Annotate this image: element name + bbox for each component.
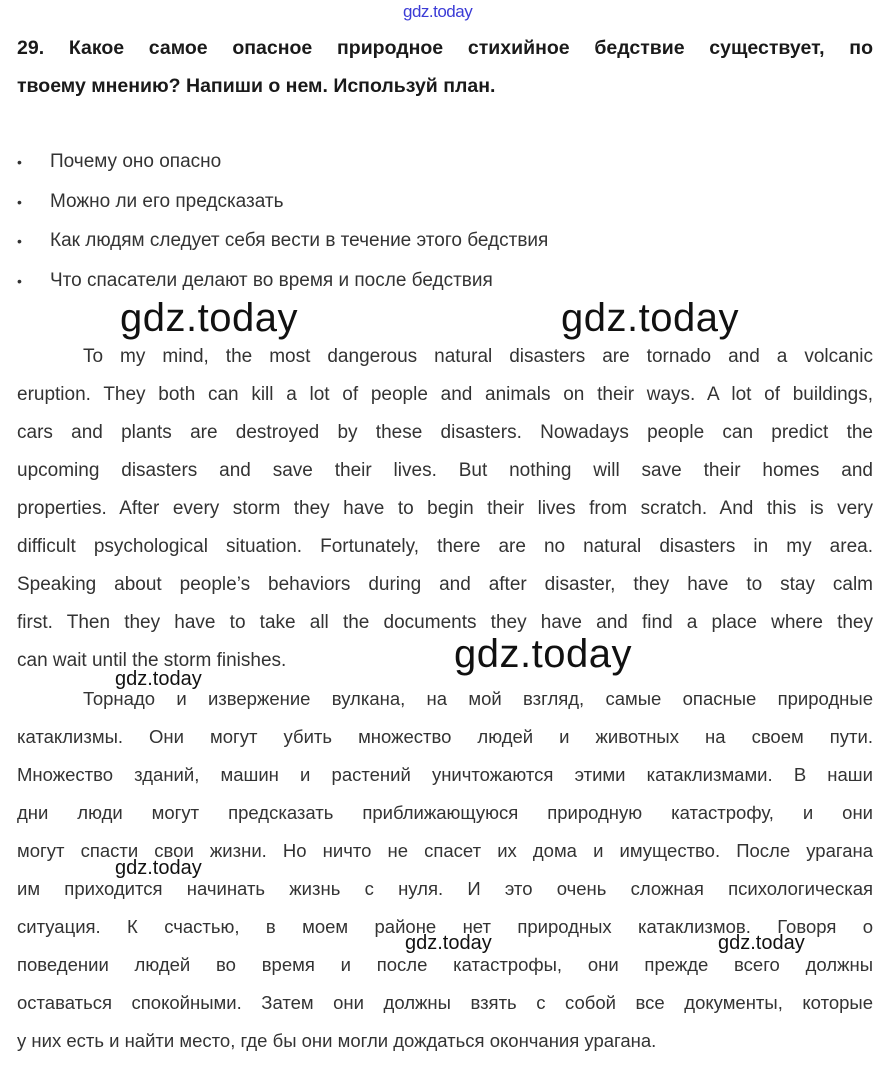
watermark: gdz.today	[120, 296, 298, 340]
title-line: твоему мнению? Напиши о нем. Используй план.	[17, 75, 496, 97]
watermark: gdz.today	[718, 932, 805, 954]
watermark: gdz.today	[454, 632, 632, 676]
plan-list	[17, 148, 873, 306]
plan-item	[17, 188, 873, 228]
paragraph-line: cars and plants are destroyed by these disasters. Nowadays people can predict the	[17, 422, 873, 443]
paragraph-line: first. Then they have to take all the documents they have and find a place where they	[17, 612, 873, 633]
paragraph-line: can wait until the storm finishes.	[17, 650, 287, 671]
paragraph-line: Speaking about people’s behaviors during and after disaster, they have to stay calm	[17, 574, 873, 595]
plan-item-text: Можно ли его предсказать	[50, 190, 284, 212]
bullet-icon: •	[17, 233, 22, 249]
task-title	[17, 34, 873, 110]
english-answer	[17, 343, 873, 685]
watermark: gdz.today	[115, 668, 202, 690]
paragraph-line: поведении людей во время и после катастрофы, они прежде всего должны	[17, 954, 873, 975]
paragraph-line: им приходится начинать жизнь с нуля. И это очень сложная психологическая	[17, 878, 873, 899]
paragraph-line: у них есть и найти место, где бы они могли дождаться окончания урагана.	[17, 1030, 657, 1051]
paragraph-line: To my mind, the most dangerous natural disasters are tornado and a volcanic	[83, 346, 873, 367]
paragraph-line: properties. After every storm they have to begin their lives from scratch. And this is very	[17, 498, 873, 519]
paragraph-line: eruption. They both can kill a lot of people and animals on their ways. A lot of buildings,	[17, 384, 873, 405]
bullet-icon: •	[17, 193, 22, 210]
paragraph-line: ситуация. К счастью, в моем районе нет природных катаклизмов. Говоря о	[17, 916, 873, 937]
bullet-icon: •	[17, 154, 22, 170]
plan-item-text: Что спасатели делают во время и после бедствия	[50, 269, 493, 291]
paragraph-line: катаклизмы. Они могут убить множество людей и животных на своем пути.	[17, 726, 873, 747]
paragraph-line: upcoming disasters and save their lives. But nothing will save their homes and	[17, 460, 873, 481]
bullet-icon: •	[17, 272, 22, 289]
plan-item-text: Почему оно опасно	[50, 151, 222, 172]
paragraph-line: difficult psychological situation. Fortunately, there are no natural disasters in my area.	[17, 536, 873, 557]
watermark: gdz.today	[405, 932, 492, 954]
plan-item	[17, 227, 873, 267]
plan-item	[17, 148, 873, 188]
paragraph-line: оставаться спокойными. Затем они должны взять с собой все документы, которые	[17, 992, 873, 1013]
paragraph-line: Множество зданий, машин и растений уничтожаются этими катаклизмами. В наши	[17, 764, 873, 785]
title-line: 29. Какое самое опасное природное стихийное бедствие существует, по	[17, 37, 873, 59]
paragraph-line: дни люди могут предсказать приближающуюся природную катастрофу, и они	[17, 802, 873, 823]
watermark-top: gdz.today	[403, 2, 473, 21]
paragraph-line: Торнадо и извержение вулкана, на мой взгляд, самые опасные природные	[83, 688, 873, 709]
paragraph-line: могут спасти свои жизни. Но ничто не спасет их дома и имущество. После урагана	[17, 840, 873, 861]
watermark: gdz.today	[561, 296, 739, 340]
plan-item-text: Как людям следует себя вести в течение этого бедствия	[50, 230, 549, 251]
watermark: gdz.today	[115, 857, 202, 879]
